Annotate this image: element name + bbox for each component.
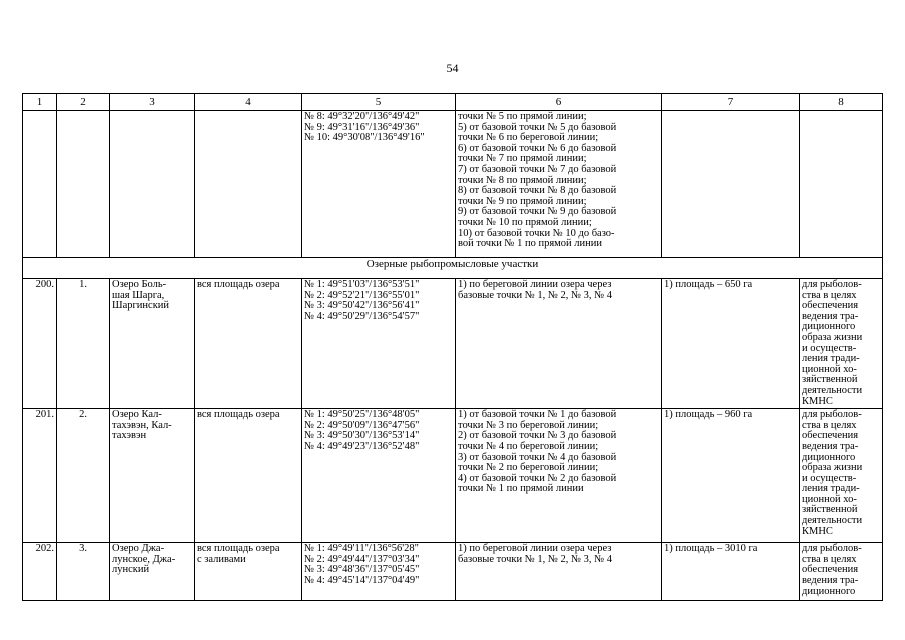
purpose-line: ства в целях [802, 419, 857, 431]
coord-line: № 10: 49°30'08"/136°49'16" [304, 132, 425, 144]
purpose-line: ления тради- [802, 483, 860, 495]
table-cell [23, 111, 57, 258]
area-line: с заливами [197, 553, 246, 565]
lake-name-cell [110, 543, 195, 601]
coord-line: № 3: 49°50'42"/136°56'41" [304, 300, 420, 312]
section-row [23, 258, 883, 279]
boundary-line: точки № 2 по береговой линии; [458, 462, 599, 474]
boundary-line: базовые точки № 1, № 2, № 3, № 4 [458, 553, 613, 565]
boundary-line: точки № 4 по береговой линии; [458, 440, 599, 452]
purpose-line: зяйственной [802, 374, 858, 386]
purpose-line: обеспечения [802, 430, 859, 442]
row-sub-number: 3. [57, 543, 110, 601]
lake-name-line: лунское, Джа- [112, 553, 176, 565]
coord-line: № 4: 49°50'29"/136°54'57" [304, 310, 420, 322]
boundary-line: точки № 8 по прямой линии; [458, 174, 587, 186]
table-row [23, 279, 883, 409]
coord-line: № 3: 49°50'30"/136°53'14" [304, 430, 420, 442]
row-sub-number: 1. [57, 279, 110, 409]
boundary-line: точки № 6 по береговой линии; [458, 132, 599, 144]
coords-cell [302, 111, 456, 258]
lake-name-line: Озеро Джа- [112, 543, 165, 555]
row-sub-number: 2. [57, 409, 110, 543]
size-cell: 1) площадь – 3010 га [662, 543, 800, 601]
purpose-line: КМНС [802, 525, 833, 537]
area-line: вся площадь озера [197, 409, 280, 421]
table-row [23, 543, 883, 601]
purpose-line: зяйственной [802, 504, 858, 516]
boundary-line: точки № 3 по береговой линии; [458, 419, 599, 431]
header-row [23, 94, 883, 111]
coords-cell [302, 279, 456, 409]
header-cell: 6 [456, 94, 662, 111]
purpose-line: деятельности [802, 515, 863, 527]
coord-line: № 1: 49°49'11"/136°56'28" [304, 543, 419, 555]
area-cell [195, 543, 302, 601]
boundary-line: 1) по береговой линии озера через [458, 279, 612, 290]
coord-line: № 9: 49°31'16"/136°49'36" [304, 121, 420, 133]
lake-name-line: Шаргинский [112, 300, 170, 312]
lake-name-line: тахэвэн, Кал- [112, 419, 172, 431]
coord-line: № 2: 49°50'09"/136°47'56" [304, 419, 420, 431]
coord-line: № 2: 49°52'21"/136°55'01" [304, 289, 420, 301]
header-cell: 3 [110, 94, 195, 111]
boundary-line: точки № 9 по прямой линии; [458, 195, 587, 207]
purpose-line: для рыболов- [802, 279, 862, 290]
lake-name-cell [110, 409, 195, 543]
purpose-cell [800, 543, 883, 601]
table-cell [110, 111, 195, 258]
boundary-line: 5) от базовой точки № 5 до базовой [458, 121, 617, 133]
coord-line: № 4: 49°49'23"/136°52'48" [304, 440, 420, 452]
boundary-line: 1) от базовой точки № 1 до базовой [458, 409, 617, 421]
purpose-line: ведения тра- [802, 440, 859, 452]
header-cell: 5 [302, 94, 456, 111]
table-cell [800, 111, 883, 258]
coord-line: № 8: 49°32'20"/136°49'42" [304, 111, 420, 122]
boundaries-cell [456, 543, 662, 601]
boundary-line: 8) от базовой точки № 8 до базовой [458, 185, 617, 197]
boundary-line: 10) от базовой точки № 10 до базо- [458, 227, 615, 239]
boundary-line: базовые точки № 1, № 2, № 3, № 4 [458, 289, 613, 301]
size-cell: 1) площадь – 650 га [662, 279, 800, 409]
area-line: вся площадь озера [197, 279, 280, 290]
fishing-areas-table [22, 93, 883, 601]
coord-line: № 1: 49°50'25"/136°48'05" [304, 409, 420, 421]
purpose-line: диционного [802, 451, 856, 463]
purpose-line: ведения тра- [802, 574, 859, 586]
area-cell [195, 409, 302, 543]
coords-cell [302, 543, 456, 601]
boundary-line: точки № 1 по прямой линии [458, 483, 584, 495]
purpose-line: образа жизни [802, 331, 863, 343]
header-cell: 1 [23, 94, 57, 111]
lake-name-cell [110, 279, 195, 409]
purpose-line: обеспечения [802, 300, 859, 312]
header-cell: 8 [800, 94, 883, 111]
boundary-line: точки № 7 по прямой линии; [458, 153, 587, 165]
boundary-line: 6) от базовой точки № 6 до базовой [458, 142, 617, 154]
purpose-line: ционной хо- [802, 363, 857, 375]
page-number: 54 [446, 61, 459, 75]
purpose-line: и осуществ- [802, 342, 857, 354]
table-cell [662, 111, 800, 258]
purpose-line: и осуществ- [802, 472, 857, 484]
boundary-line: 1) по береговой линии озера через [458, 543, 612, 555]
purpose-line: для рыболов- [802, 543, 862, 555]
coord-line: № 3: 49°48'36"/137°05'45" [304, 564, 420, 576]
area-cell [195, 279, 302, 409]
section-title: Озерные рыбопромысловые участки [23, 258, 883, 279]
lake-name-line: Озеро Боль- [112, 279, 167, 290]
continuation-row [23, 111, 883, 258]
area-line: вся площадь озера [197, 543, 280, 555]
coords-cell [302, 409, 456, 543]
boundaries-cell [456, 111, 662, 258]
table-cell [195, 111, 302, 258]
purpose-line: ства в целях [802, 553, 857, 565]
boundaries-cell [456, 279, 662, 409]
purpose-line: ства в целях [802, 289, 857, 301]
purpose-line: образа жизни [802, 462, 863, 474]
boundary-line: 9) от базовой точки № 9 до базовой [458, 206, 617, 218]
boundaries-cell [456, 409, 662, 543]
boundary-line: 3) от базовой точки № 4 до базовой [458, 451, 617, 463]
purpose-line: ведения тра- [802, 310, 859, 322]
header-cell: 4 [195, 94, 302, 111]
table-cell [57, 111, 110, 258]
boundary-line: 7) от базовой точки № 7 до базовой [458, 163, 617, 175]
table-row [23, 409, 883, 543]
purpose-cell [800, 409, 883, 543]
purpose-cell [800, 279, 883, 409]
row-number: 200. [23, 279, 57, 409]
lake-name-line: Озеро Кал- [112, 409, 162, 421]
header-cell: 7 [662, 94, 800, 111]
boundary-line: точки № 10 по прямой линии; [458, 216, 592, 228]
lake-name-line: тахэвэн [112, 430, 147, 442]
purpose-line: обеспечения [802, 564, 859, 576]
boundary-line: 2) от базовой точки № 3 до базовой [458, 430, 617, 442]
size-cell: 1) площадь – 960 га [662, 409, 800, 543]
lake-name-line: лунский [112, 564, 150, 576]
boundary-line: вой точки № 1 по прямой линии [458, 238, 603, 250]
purpose-line: деятельности [802, 384, 863, 396]
boundary-line: точки № 5 по прямой линии; [458, 111, 587, 122]
purpose-line: ления тради- [802, 353, 860, 365]
row-number: 202. [23, 543, 57, 601]
purpose-line: КМНС [802, 395, 833, 407]
coord-line: № 1: 49°51'03"/136°53'51" [304, 279, 420, 290]
row-number: 201. [23, 409, 57, 543]
coord-line: № 4: 49°45'14"/137°04'49" [304, 574, 420, 586]
boundary-line: 4) от базовой точки № 2 до базовой [458, 472, 617, 484]
purpose-line: ционной хо- [802, 493, 857, 505]
purpose-line: диционного [802, 585, 856, 597]
purpose-line: для рыболов- [802, 409, 862, 421]
purpose-line: диционного [802, 321, 856, 333]
lake-name-line: шая Шарга, [112, 289, 165, 301]
coord-line: № 2: 49°49'44"/137°03'34" [304, 553, 420, 565]
header-cell: 2 [57, 94, 110, 111]
